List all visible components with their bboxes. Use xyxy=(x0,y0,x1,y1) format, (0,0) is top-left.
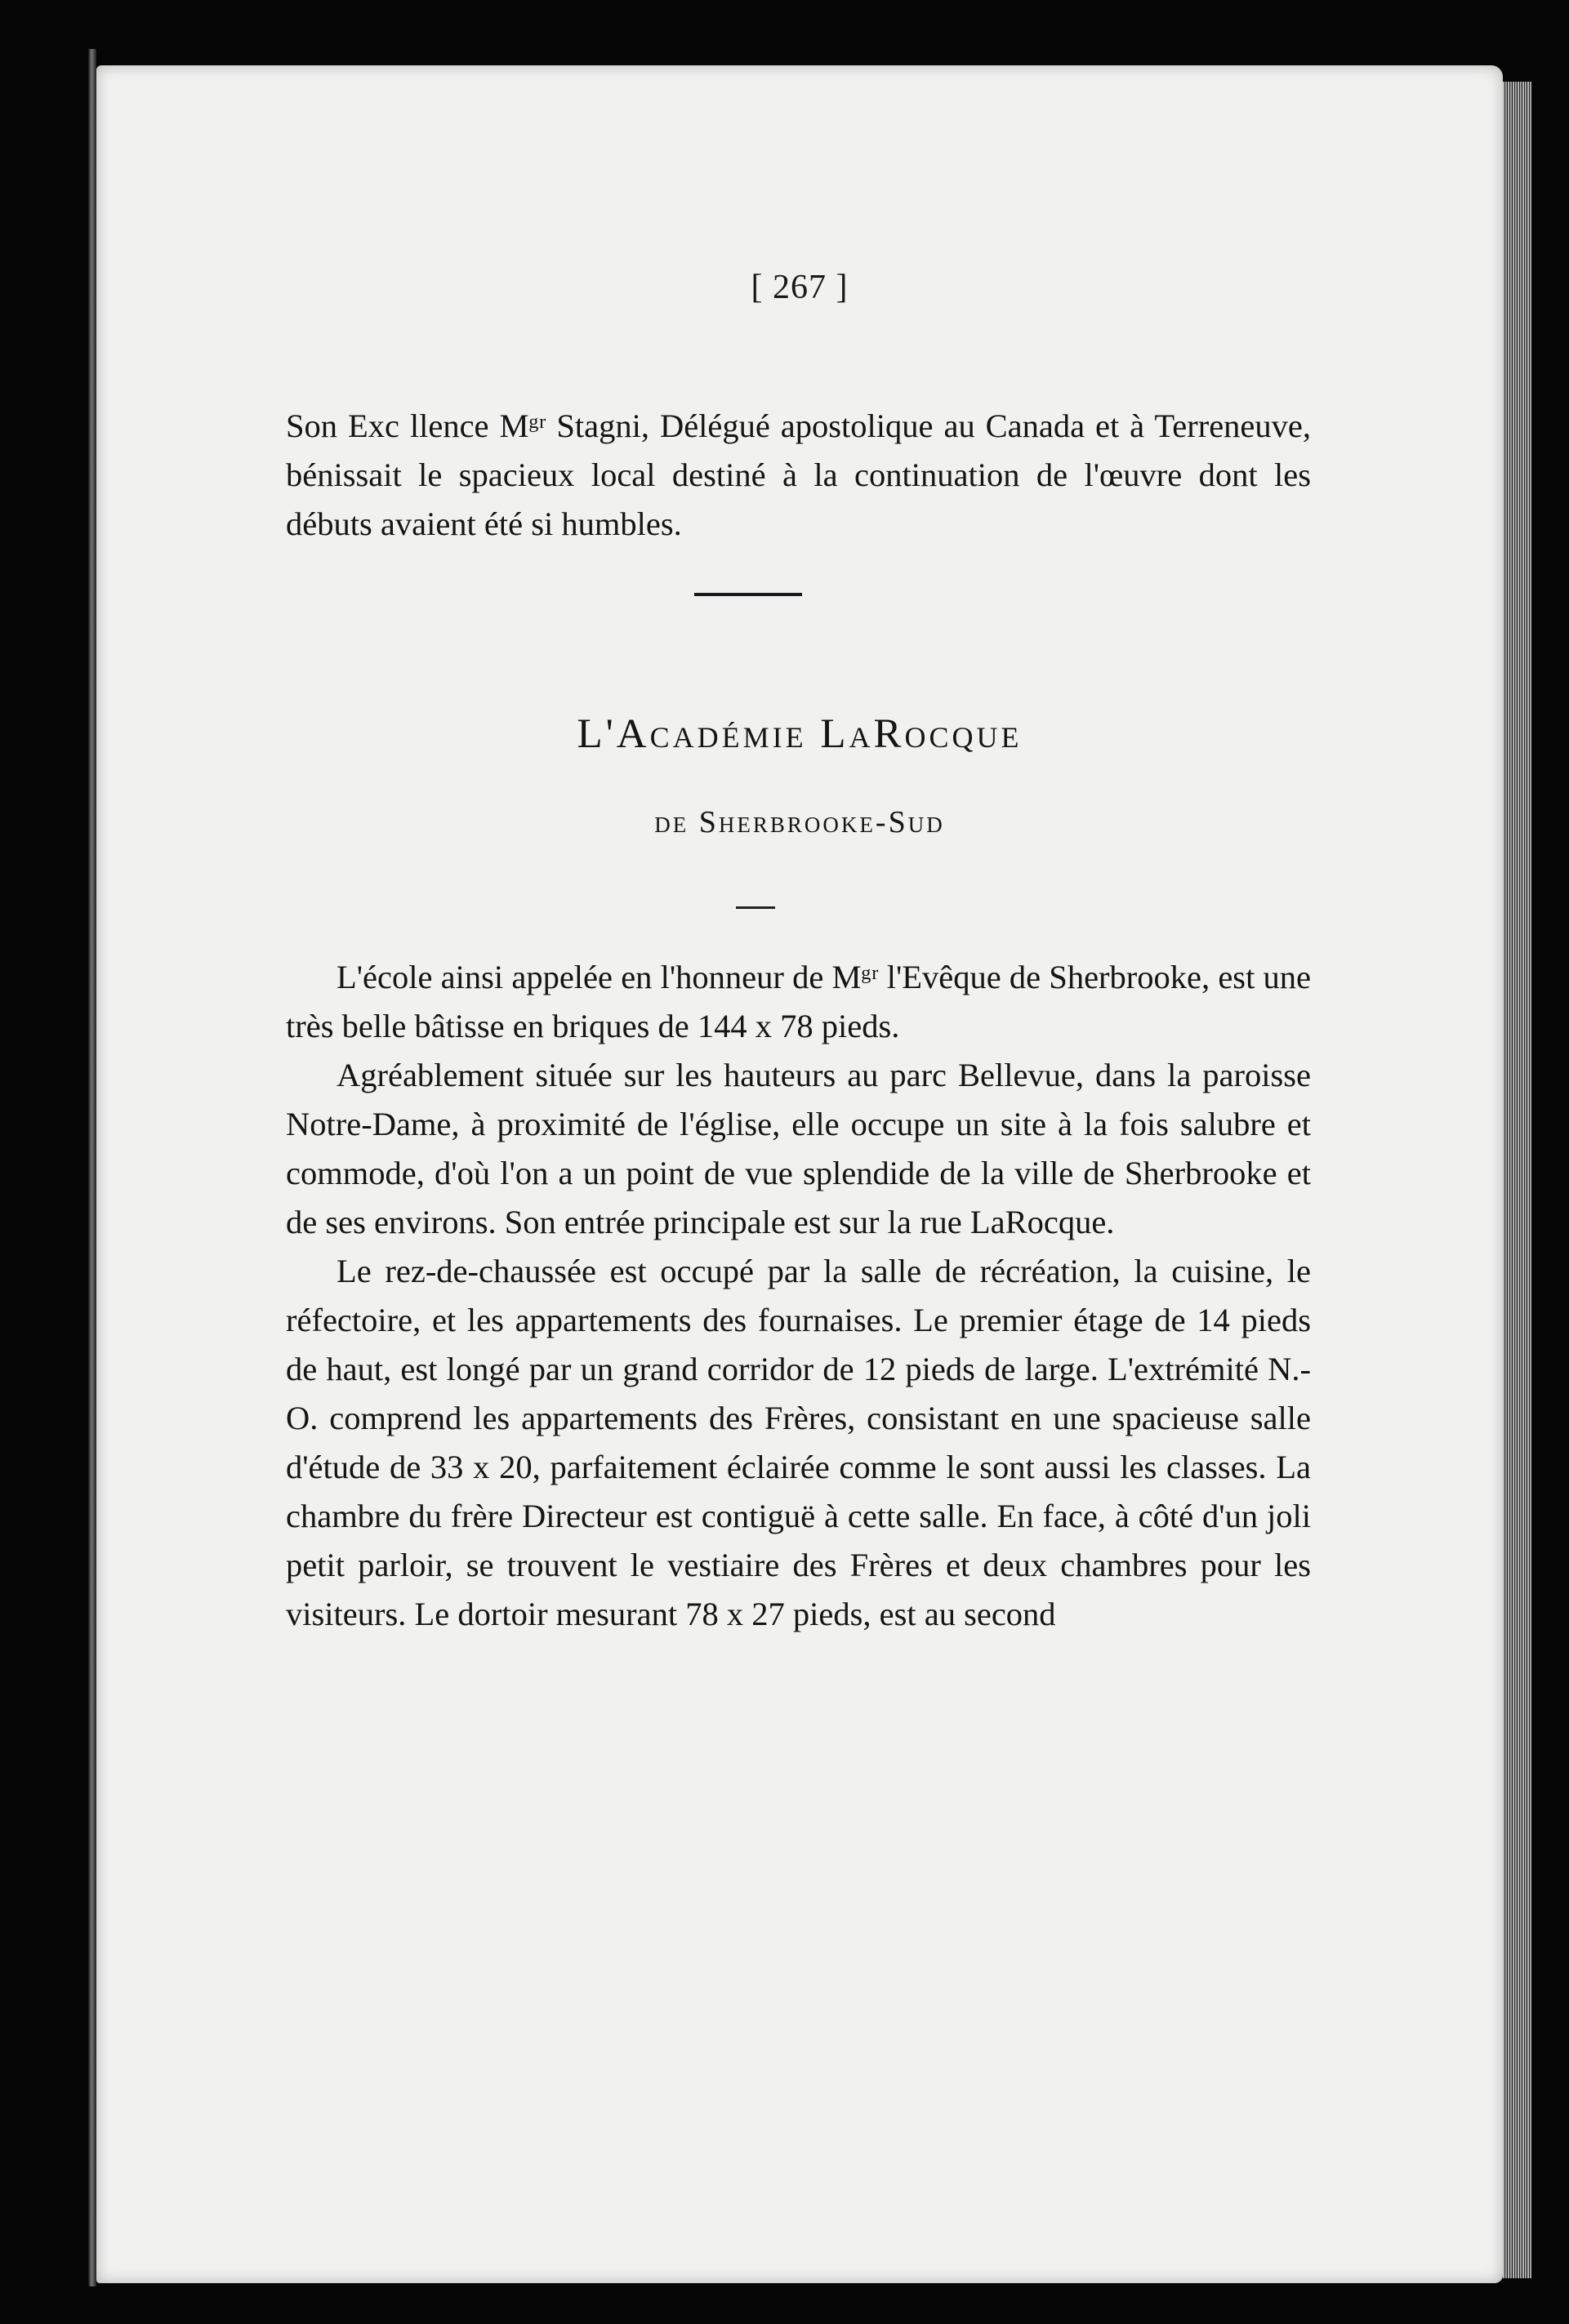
section-title: L'Académie LaRocque xyxy=(577,711,1023,757)
page-number: [ 267 ] xyxy=(751,269,849,306)
body-paragraph: L'école ainsi appelée en l'honneur de Mᵍʳ l'Evêque de Sherbrooke, est une très belle bâtisse en briques de 144 x 78 pieds. xyxy=(286,959,1311,1044)
subtitle-dash xyxy=(736,906,775,909)
section-divider-rule xyxy=(694,593,802,596)
page-stack-edge xyxy=(1503,82,1532,2278)
section-subtitle: de Sherbrooke-Sud xyxy=(654,805,945,839)
body-paragraph: Agréablement située sur les hauteurs au parc Bellevue, dans la paroisse Notre-Dame, à proximité de l'église, elle occupe un site à la fois salubre et commode, d'où l'on a un point de vue splendide de la ville de Sherbrooke et de ses environs. Son entrée principale est sur la rue LaRocque. xyxy=(286,1057,1311,1240)
intro-paragraph: Son Exc llence Mᵍʳ Stagni, Délégué apostolique au Canada et à Terreneuve, bénissait le spacieux local destiné à la continuation de l'œuvre dont les débuts avaient été si humbles. xyxy=(286,407,1311,542)
book-binding-edge xyxy=(88,49,96,2286)
body-text xyxy=(286,953,1311,1639)
book-page xyxy=(96,65,1503,2283)
body-paragraph: Le rez-de-chaussée est occupé par la salle de récréation, la cuisine, le réfectoire, et les appartements des fournaises. Le premier étage de 14 pieds de haut, est longé par un grand corridor de 12 pieds de large. L'extrémité N.-O. comprend les appartements des Frères, consistant en une spacieuse salle d'étude de 33 x 20, parfaitement éclairée comme le sont aussi les classes. La chambre du frère Directeur est contiguë à cette salle. En face, à côté d'un joli petit parloir, se trouvent le vestiaire des Frères et deux chambres pour les visiteurs. Le dortoir mesurant 78 x 27 pieds, est au second xyxy=(286,1253,1311,1632)
intro-paragraph-block xyxy=(286,402,1311,549)
